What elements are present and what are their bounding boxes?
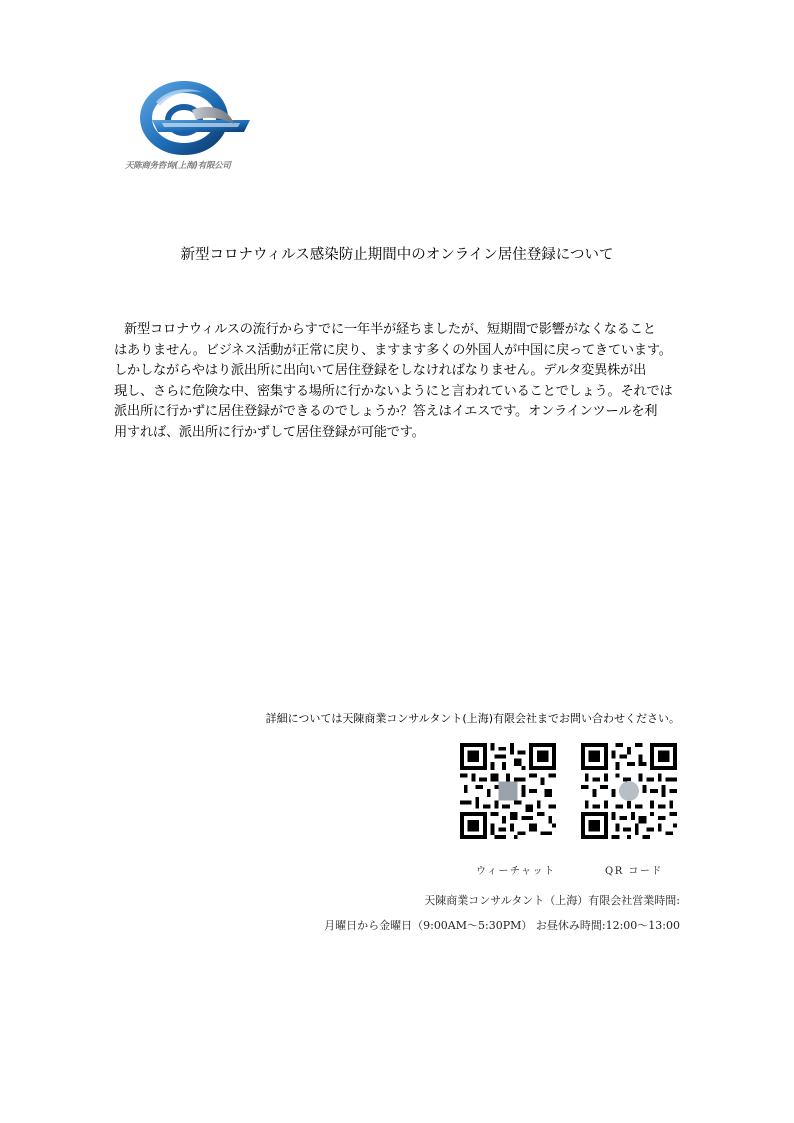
business-hours-title: 天陳商業コンサルタント（上海）有限会社営業時間:	[424, 894, 680, 907]
body-line: 用すれば、派出所に行かずして居住登録が可能です。	[114, 424, 425, 440]
body-line: しかしながらやはり派出所に出向いて居住登録をしなければなりません。デルタ変異株が出	[114, 363, 647, 379]
qr-code-label: QR コード	[605, 866, 663, 877]
body-line: 現し、さらに危険な中、密集する場所に行かないようにと言われていることでしょう。それでは	[114, 383, 673, 399]
business-hours-detail: 月曜日から金曜日（9:00AM～5:30PM） お昼休み時間:12:00～13:00	[324, 919, 680, 932]
logo-caption: 天陈商务咨询(上海)有限公司	[125, 161, 231, 171]
body-paragraph	[114, 320, 686, 444]
wechat-label: ウィーチャット	[476, 866, 556, 877]
contact-note: 詳細については天陳商業コンサルタント(上海)有限会社までお問い合わせください。	[265, 712, 680, 725]
qr-code	[581, 743, 677, 839]
wechat-qr-code	[460, 743, 556, 839]
qr-code-icon	[581, 743, 677, 839]
document-title: 新型コロナウィルス感染防止期間中のオンライン居住登録について	[180, 247, 614, 263]
wechat-qr-icon	[460, 743, 556, 839]
body-line: 新型コロナウィルスの流行からすでに一年半が経ちましたが、短期間で影響がなくなること	[124, 322, 656, 337]
body-line: 派出所に行かずに居住登録ができるのでしょうか？答えはイエスです。オンラインツールを利	[114, 404, 658, 420]
body-line: はありません。ビジネス活動が正常に戻り、ますます多くの外国人が中国に戻ってきています。	[114, 342, 672, 358]
